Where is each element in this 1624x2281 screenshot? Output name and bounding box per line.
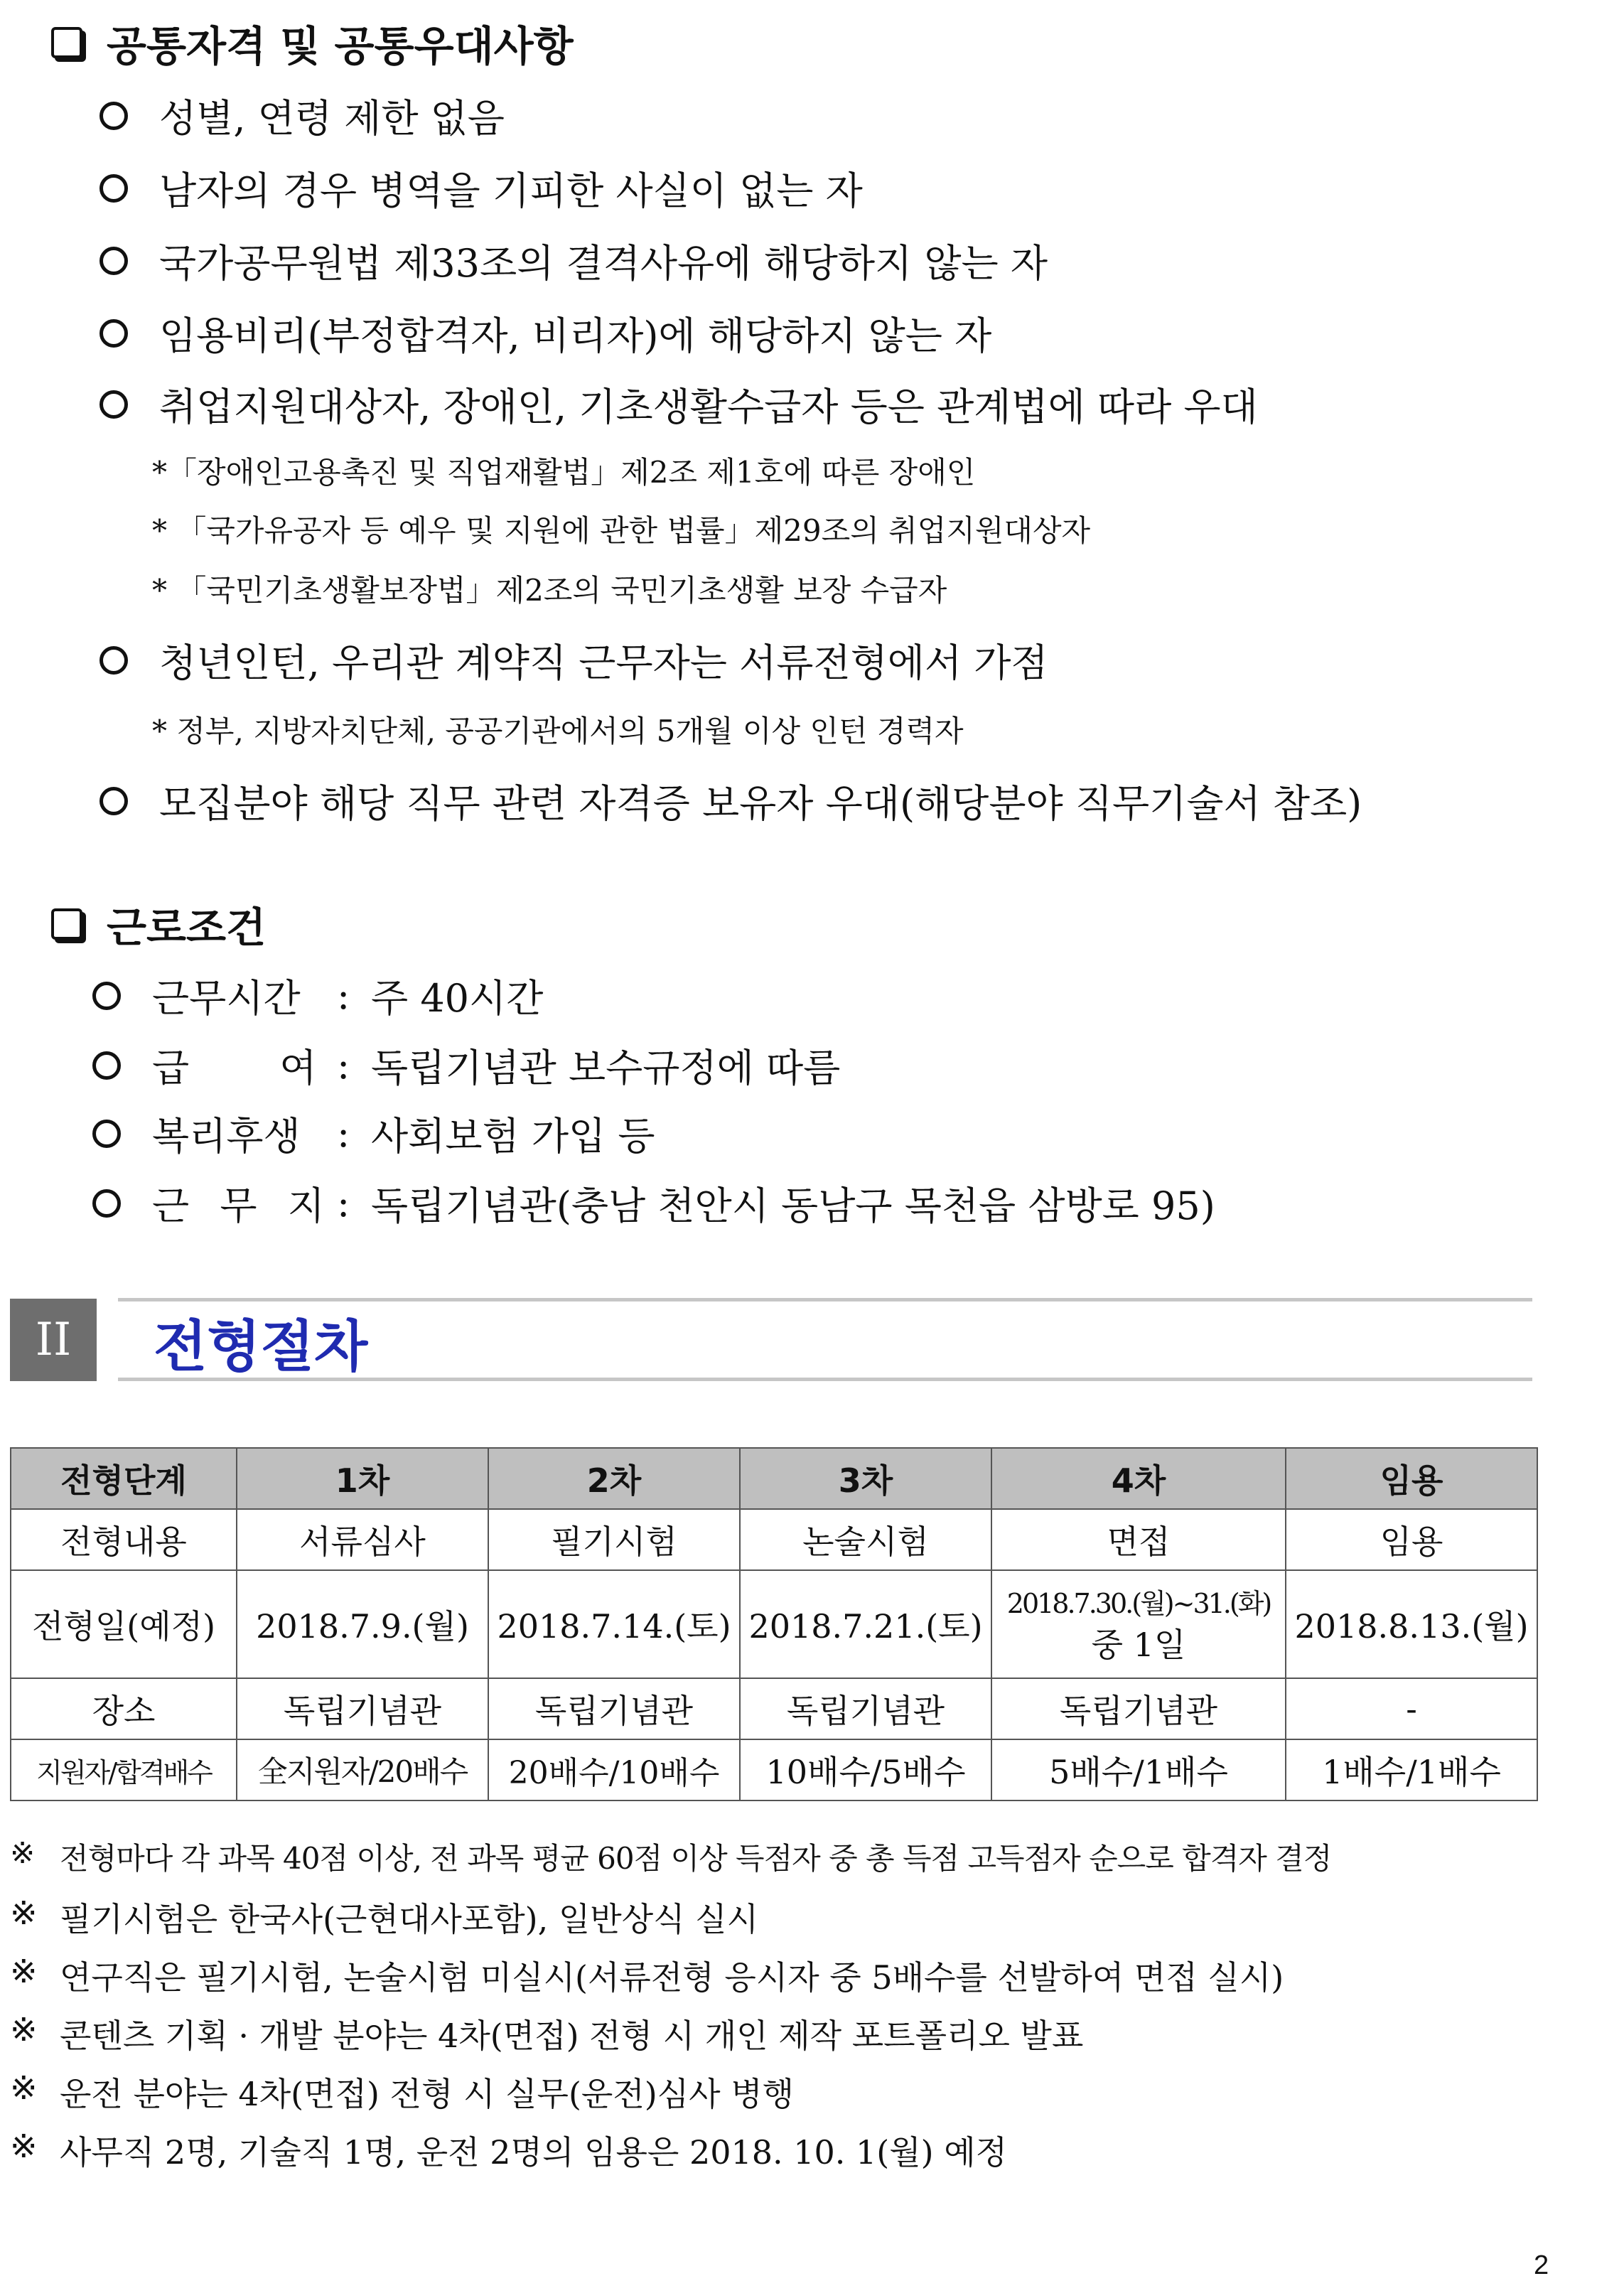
circle-bullet-icon xyxy=(100,319,128,348)
circle-bullet-icon xyxy=(100,102,128,130)
qualification-heading: 공통자격 및 공통우대사항 xyxy=(51,13,574,73)
qualification-item: 모집분야 해당 직무 관련 자격증 보유자 우대(해당분야 직무기술서 참조) xyxy=(100,773,1362,828)
circle-bullet-icon xyxy=(92,982,121,1010)
table-cell: 2018.7.9.(월) xyxy=(237,1570,488,1678)
condition-row: 근무시간 : 주 40시간 xyxy=(92,968,543,1023)
table-cell: 1배수/1배수 xyxy=(1286,1739,1537,1800)
circle-bullet-icon xyxy=(100,646,128,675)
condition-row: 복리후생 : 사회보험 가입 등 xyxy=(92,1106,655,1161)
circle-bullet-icon xyxy=(100,390,128,419)
qualification-item: 성별, 연령 제한 없음 xyxy=(100,88,505,143)
divider xyxy=(118,1298,1532,1301)
note-item: ※ 운전 분야는 4차(면접) 전형 시 실무(운전)심사 병행 xyxy=(10,2068,795,2113)
interview-date-sub: 중 1일 xyxy=(1091,1626,1186,1664)
section-number-badge: II xyxy=(10,1299,97,1381)
table-cell: 독립기념관 xyxy=(488,1678,740,1739)
qualification-item: 국가공무원법 제33조의 결격사유에 해당하지 않는 자 xyxy=(100,233,1048,288)
circle-bullet-icon xyxy=(92,1051,121,1080)
table-cell: 2018.7.14.(토) xyxy=(488,1570,740,1678)
table-header-cell: 임용 xyxy=(1286,1448,1537,1509)
qualification-item: 취업지원대상자, 장애인, 기초생활수급자 등은 관계법에 따라 우대 xyxy=(100,377,1258,431)
table-cell: 논술시험 xyxy=(740,1509,991,1570)
table-cell: 2018.8.13.(월) xyxy=(1286,1570,1537,1678)
note-item: ※ 전형마다 각 과목 40점 이상, 전 과목 평균 60점 이상 득점자 중 총 득점 고득점자 순으로 합격자 결정 xyxy=(10,1835,1332,1876)
table-row xyxy=(11,1678,1537,1739)
conditions-heading: 근로조건 xyxy=(51,894,266,954)
note-item: ※ 필기시험은 한국사(근현대사포함), 일반상식 실시 xyxy=(10,1894,759,1938)
table-cell: - xyxy=(1286,1678,1537,1739)
condition-row: 근 무 지 : 독립기념관(충남 천안시 동남구 목천읍 삼방로 95) xyxy=(92,1176,1215,1230)
qualification-item: 청년인턴, 우리관 계약직 근무자는 서류전형에서 가점 xyxy=(100,633,1048,687)
table-header-cell: 2차 xyxy=(488,1448,740,1509)
sub-note: * 정부, 지방자치단체, 공공기관에서의 5개월 이상 인턴 경력자 xyxy=(152,714,964,748)
table-cell: 20배수/10배수 xyxy=(488,1739,740,1800)
table-cell: 5배수/1배수 xyxy=(991,1739,1286,1800)
sub-note: * 「국민기초생활보장법」제2조의 국민기초생활 보장 수급자 xyxy=(152,573,947,608)
table-cell: 전형내용 xyxy=(11,1509,237,1570)
circle-bullet-icon xyxy=(100,174,128,203)
checkbox-icon xyxy=(51,27,82,58)
table-cell: 全지원자/20배수 xyxy=(237,1739,488,1800)
table-cell: 지원자/합격배수 xyxy=(11,1739,237,1800)
interview-date: 2018.7.30.(월)~31.(화) xyxy=(1006,1588,1271,1619)
page-number: 2 xyxy=(1534,2250,1549,2280)
qualification-item: 임용비리(부정합격자, 비리자)에 해당하지 않는 자 xyxy=(100,306,991,360)
table-header-cell: 1차 xyxy=(237,1448,488,1509)
table-header-row xyxy=(11,1448,1537,1509)
sub-note: *「장애인고용촉진 및 직업재활법」제2조 제1호에 따른 장애인 xyxy=(152,455,976,490)
table-header-cell: 4차 xyxy=(991,1448,1286,1509)
circle-bullet-icon xyxy=(100,247,128,275)
table-cell: 2018.7.21.(토) xyxy=(740,1570,991,1678)
circle-bullet-icon xyxy=(92,1120,121,1148)
table-cell: 서류심사 xyxy=(237,1509,488,1570)
table-row xyxy=(11,1570,1537,1678)
qualification-item: 남자의 경우 병역을 기피한 사실이 없는 자 xyxy=(100,161,863,215)
table-header-cell: 3차 xyxy=(740,1448,991,1509)
table-cell: 면접 xyxy=(991,1509,1286,1570)
table-cell: 임용 xyxy=(1286,1509,1537,1570)
table-row xyxy=(11,1509,1537,1570)
circle-bullet-icon xyxy=(100,787,128,815)
table-cell: 독립기념관 xyxy=(740,1678,991,1739)
table-cell: 독립기념관 xyxy=(991,1678,1286,1739)
section-title: 전형절차 xyxy=(154,1315,368,1379)
note-item: ※ 연구직은 필기시험, 논술시험 미실시(서류전형 응시자 중 5배수를 선발하여 면접 실시) xyxy=(10,1952,1284,1997)
table-cell: 필기시험 xyxy=(488,1509,740,1570)
sub-note: * 「국가유공자 등 예우 및 지원에 관한 법률」제29조의 취업지원대상자 xyxy=(152,513,1091,548)
note-item: ※ 콘텐츠 기획 · 개발 분야는 4차(면접) 전형 시 개인 제작 포트폴리오 발표 xyxy=(10,2010,1084,2055)
table-cell: 전형일(예정) xyxy=(11,1570,237,1678)
table-cell: 장소 xyxy=(11,1678,237,1739)
condition-row: 급 여 : 독립기념관 보수규정에 따름 xyxy=(92,1038,840,1093)
table-cell: 10배수/5배수 xyxy=(740,1739,991,1800)
note-item: ※ 사무직 2명, 기술직 1명, 운전 2명의 임용은 2018. 10. 1(월) 예정 xyxy=(10,2127,1008,2172)
checkbox-icon xyxy=(51,908,82,940)
table-cell: 독립기념관 xyxy=(237,1678,488,1739)
table-row xyxy=(11,1739,1537,1800)
circle-bullet-icon xyxy=(92,1189,121,1218)
table-header-cell: 전형단계 xyxy=(11,1448,237,1509)
selection-process-table xyxy=(10,1447,1538,1801)
table-cell xyxy=(991,1570,1286,1678)
